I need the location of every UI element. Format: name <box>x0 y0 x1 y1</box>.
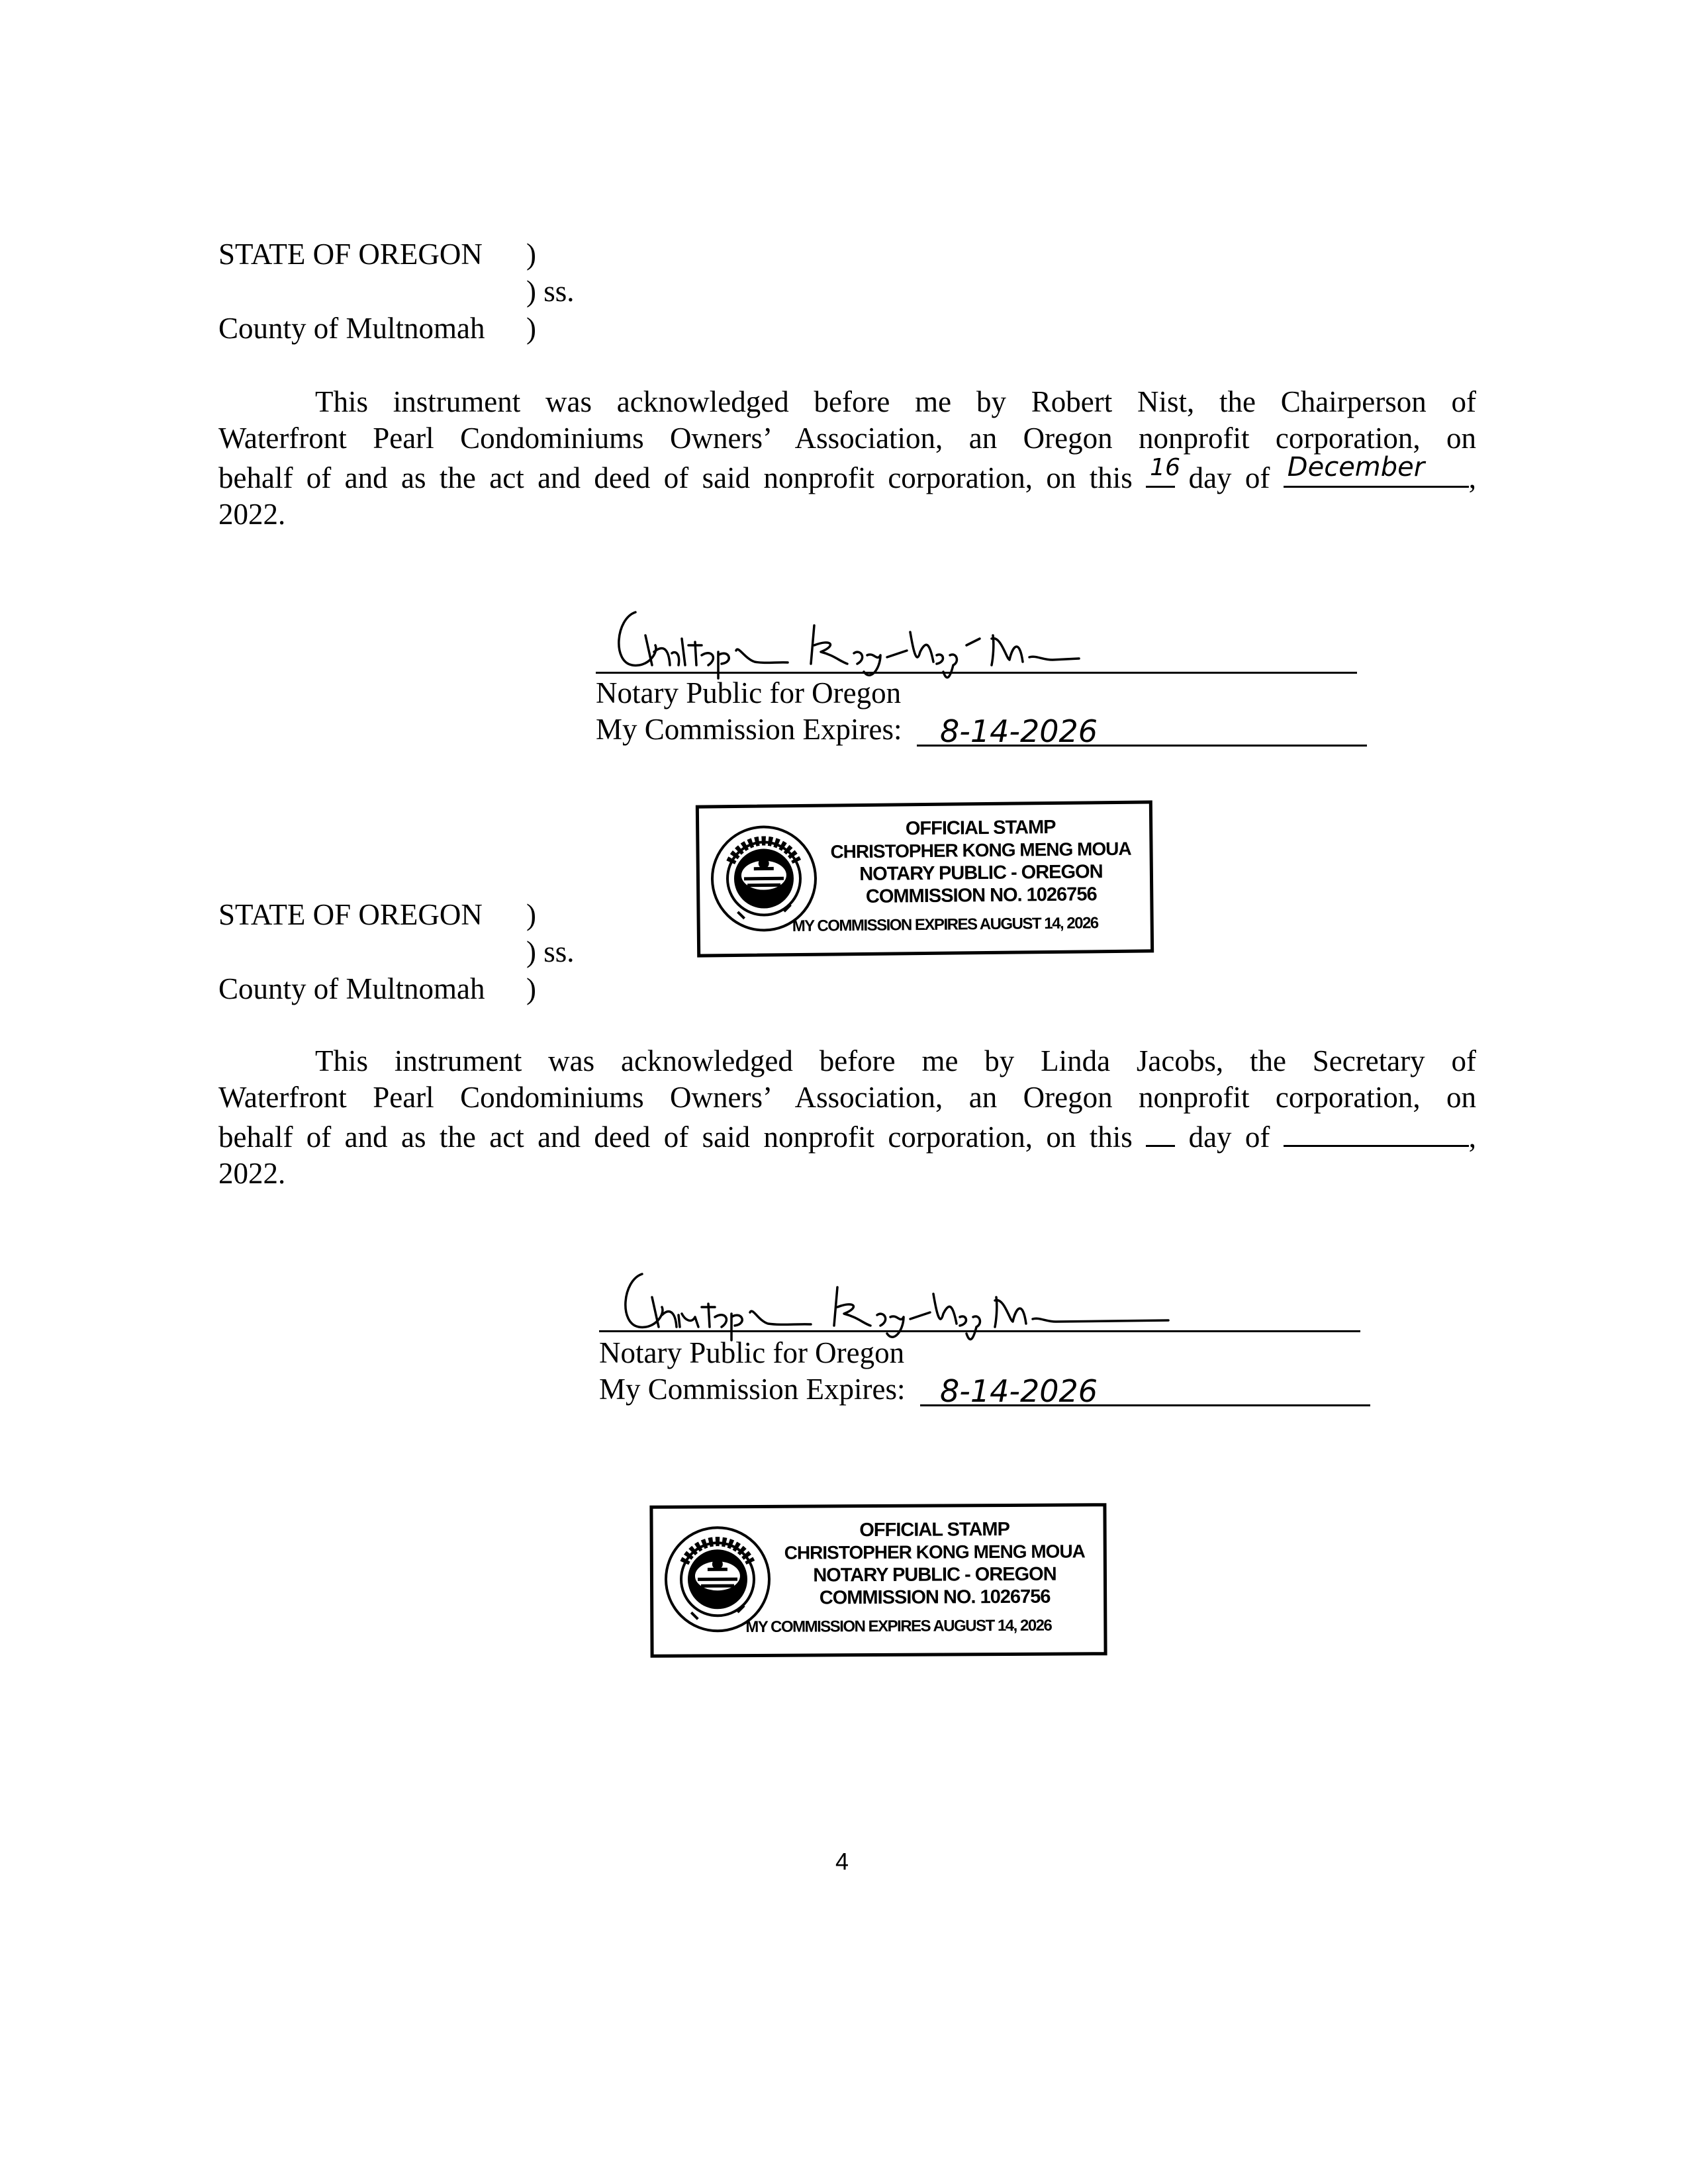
day-of-label: day of <box>1188 1120 1270 1154</box>
venue-state: STATE OF OREGON <box>218 898 483 931</box>
venue-county: County of Multnomah <box>218 972 485 1005</box>
day-blank <box>1146 454 1180 488</box>
stamp-line: OFFICIAL STAMP <box>905 816 1056 840</box>
comma: , <box>1468 461 1477 494</box>
venue-paren: ) <box>526 898 536 931</box>
stamp-line: NOTARY PUBLIC - OREGON <box>859 861 1103 886</box>
paragraph-line: This instrument was acknowledged before me by Linda Jacobs, the Secretary of <box>315 1044 1476 1077</box>
commission-expires-handwritten: 8-14-2026 <box>940 713 1098 749</box>
stamp-line: CHRISTOPHER KONG MENG MOUA <box>830 838 1131 862</box>
page-number: 4 <box>835 1848 849 1875</box>
venue-ss: ) ss. <box>526 935 575 968</box>
notary-public-label: Notary Public for Oregon <box>599 1336 905 1369</box>
stamp-line: MY COMMISSION EXPIRES AUGUST 14, 2026 <box>792 914 1098 936</box>
stamp-line: CHRISTOPHER KONG MENG MOUA <box>784 1541 1085 1563</box>
year-text: 2022. <box>218 1157 286 1190</box>
venue-paren: ) <box>526 238 536 271</box>
paragraph-line: This instrument was acknowledged before me by Robert Nist, the Chairperson of <box>315 385 1476 418</box>
day-handwritten: 16 <box>1150 454 1180 481</box>
paragraph-line: Waterfront Pearl Condominiums Owners’ Association, an Oregon nonprofit corporation, on <box>218 1081 1476 1114</box>
venue-paren: ) <box>526 972 536 1005</box>
venue-state: STATE OF OREGON <box>218 238 483 271</box>
month-blank <box>1284 452 1469 488</box>
day-of-label: day of <box>1188 461 1270 494</box>
commission-expires-label: My Commission Expires: <box>599 1373 906 1406</box>
month-blank <box>1284 1116 1469 1147</box>
stamp-line: NOTARY PUBLIC - OREGON <box>813 1563 1056 1586</box>
venue-ss: ) ss. <box>526 275 575 308</box>
acknowledgment-paragraph-2 <box>218 1043 1476 1192</box>
paragraph-line: Waterfront Pearl Condominiums Owners’ Association, an Oregon nonprofit corporation, on <box>218 422 1476 455</box>
month-handwritten: December <box>1287 452 1425 482</box>
venue-county: County of Multnomah <box>218 312 485 345</box>
comma: , <box>1468 1120 1477 1154</box>
year-text: 2022. <box>218 498 286 531</box>
official-notary-stamp <box>696 800 1154 957</box>
paragraph-line: behalf of and as the act and deed of said nonprofit corporation, on this <box>218 461 1133 494</box>
commission-expires-handwritten: 8-14-2026 <box>940 1373 1098 1409</box>
stamp-line: COMMISSION NO. 1026756 <box>819 1586 1051 1609</box>
signature-line <box>596 672 1357 674</box>
commission-expires-label: My Commission Expires: <box>596 713 902 746</box>
signature-line <box>599 1330 1360 1332</box>
official-notary-stamp <box>649 1503 1107 1658</box>
handwritten-signature <box>599 1261 1182 1347</box>
stamp-line: COMMISSION NO. 1026756 <box>865 884 1097 907</box>
notary-public-label: Notary Public for Oregon <box>596 676 902 709</box>
stamp-line: MY COMMISSION EXPIRES AUGUST 14, 2026 <box>745 1616 1052 1637</box>
stamp-line: OFFICIAL STAMP <box>859 1518 1009 1541</box>
paragraph-line: behalf of and as the act and deed of said nonprofit corporation, on this <box>218 1120 1133 1154</box>
venue-paren: ) <box>526 312 536 345</box>
day-blank <box>1146 1116 1175 1147</box>
acknowledgment-paragraph-1 <box>218 384 1476 533</box>
